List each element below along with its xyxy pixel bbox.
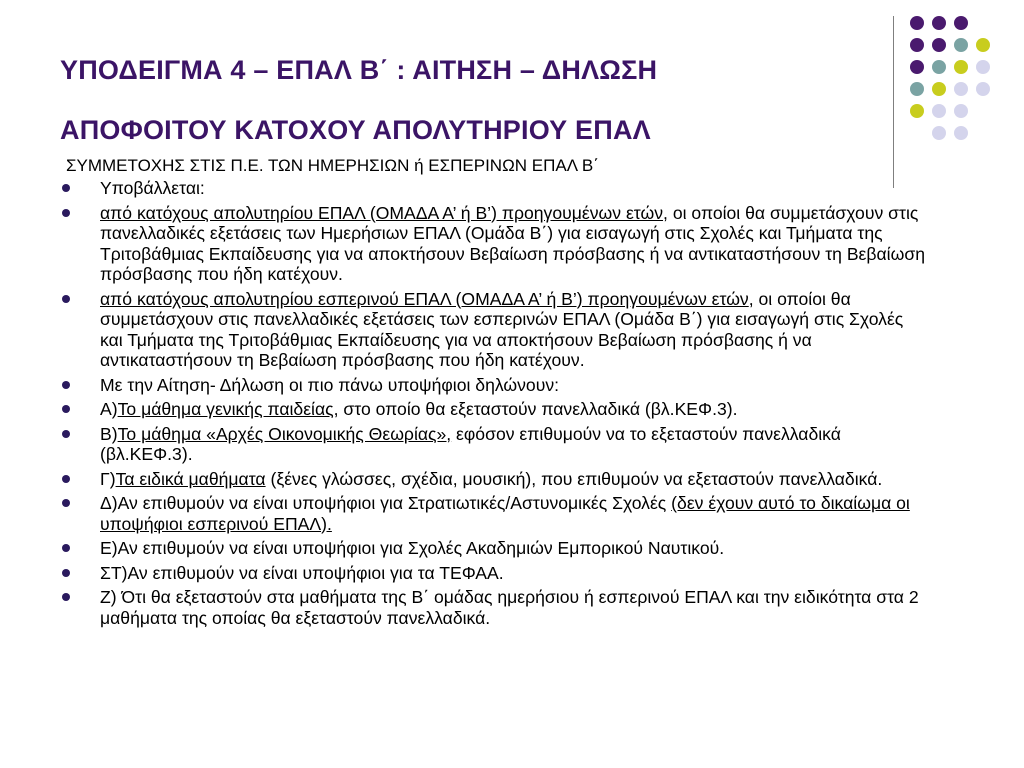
item-prefix: Α) (100, 399, 118, 419)
decorative-dot (910, 104, 924, 118)
decorative-dot (910, 38, 924, 52)
bullet-icon (62, 544, 70, 552)
bullet-icon (62, 475, 70, 483)
item-rest: (ξένες γλώσσες, σχέδια, μουσική), που επιθυμούν να εξεταστούν πανελλαδικά. (265, 468, 883, 489)
item-prefix: Β) (100, 423, 118, 444)
decorative-dot (954, 126, 968, 140)
bullet-icon (62, 430, 70, 438)
decorative-dot (910, 16, 924, 30)
bullet-icon (62, 569, 70, 577)
item-rest: εφόσον επιθυμούν να το εξεταστούν πανελλαδικά (βλ.ΚΕΦ.3). (100, 423, 841, 464)
item-rest: , οι οποίοι θα συμμετάσχουν στις πανελλαδικές εξετάσεις των Ημερήσιων ΕΠΑΛ (Ομάδα Β΄) για εισαγωγή στις Σχολές και Τμήματα της Τριτοβάθμιας Εκπαίδευσης για να αποκτήσουν Βεβαίωση πρόσβασης ή να αντικαταστήσουν τη Βεβαίωση πρόσβασης που ήδη κατέχουν. (100, 202, 925, 284)
decorative-dot (932, 16, 946, 30)
bullet-item-c (60, 469, 930, 490)
bullet-item-e (60, 538, 930, 559)
item-text: Ε)Αν επιθυμούν να είναι υποψήφιοι για Σχολές Ακαδημιών Εμπορικού Ναυτικού. (100, 538, 725, 558)
item-underlined: (δεν έχουν αυτό το δικαίωμα οι υποψήφιοι εσπερινού ΕΠΑΛ). (100, 493, 910, 534)
decorative-dot (954, 104, 968, 118)
bullet-item-a (60, 399, 930, 420)
bullet-item-day-holders (60, 203, 930, 285)
divider-line (893, 16, 894, 188)
decorative-dot (976, 60, 990, 74)
bullet-item-evening-holders (60, 289, 930, 371)
bullet-item-submitted (60, 178, 930, 199)
decorative-dot (932, 60, 946, 74)
item-rest: , στο οποίο θα εξεταστούν πανελλαδικά (βλ.ΚΕΦ.3). (333, 399, 738, 419)
decorative-dot (910, 60, 924, 74)
bullet-item-b (60, 424, 930, 465)
bullet-icon (62, 184, 70, 192)
decorative-dot (954, 60, 968, 74)
item-underlined: από κατόχους απολυτηρίου ΕΠΑΛ (ΟΜΑΔΑ Α’ ή Β’) προηγουμένων ετών (100, 202, 664, 223)
bullet-icon (62, 381, 70, 389)
bullet-icon (62, 499, 70, 507)
bullet-list (60, 178, 930, 632)
item-rest: , οι οποίοι θα συμμετάσχουν στις πανελλαδικές εξετάσεις των εσπερινών ΕΠΑΛ (Ομάδα Β΄) για εισαγωγή στις Σχολές και Τμήματα της Τριτοβάθμιας Εκπαίδευσης για να αποκτήσουν Βεβαίωση πρόσβασης ή να αντικαταστήσουν τη Βεβαίωση πρόσβασης που ήδη κατέχουν. (100, 288, 904, 370)
decorative-dot (932, 104, 946, 118)
decorative-dot (910, 82, 924, 96)
item-text: ΣΤ)Αν επιθυμούν να είναι υποψήφιοι για τα ΤΕΦΑΑ. (100, 562, 504, 583)
item-underlined: από κατόχους απολυτηρίου εσπερινού ΕΠΑΛ (ΟΜΑΔΑ Α’ ή Β’) προηγουμένων ετών (100, 288, 749, 309)
bullet-item-declare (60, 375, 930, 396)
item-prefix: Δ)Αν επιθυμούν να είναι υποψήφιοι για Στρατιωτικές/Αστυνομικές Σχολές (100, 493, 672, 513)
bullet-icon (62, 405, 70, 413)
slide-title-line-1: ΥΠΟΔΕΙΓΜΑ 4 – ΕΠΑΛ Β΄ : ΑΙΤΗΣΗ – ΔΗΛΩΣΗ (60, 55, 658, 85)
bullet-item-d (60, 493, 930, 534)
decorative-dot (976, 82, 990, 96)
bullet-icon (62, 593, 70, 601)
bullet-item-st (60, 563, 930, 584)
bullet-icon (62, 209, 70, 217)
bullet-item-z (60, 587, 930, 628)
slide-subtitle: ΣΥΜΜΕΤΟΧΗΣ ΣΤΙΣ Π.Ε. ΤΩΝ ΗΜΕΡΗΣΙΩΝ ή ΕΣΠΕΡΙΝΩΝ ΕΠΑΛ Β΄ (66, 156, 599, 175)
item-underlined: Το μάθημα γενικής παιδείας (117, 399, 334, 419)
decorative-dot (932, 82, 946, 96)
decorative-dot (954, 16, 968, 30)
decorative-dot (932, 38, 946, 52)
decorative-dot (954, 82, 968, 96)
slide-title-line-2: ΑΠΟΦΟΙΤΟΥ ΚΑΤΟΧΟΥ ΑΠΟΛΥΤΗΡΙΟΥ ΕΠΑΛ (60, 115, 651, 145)
item-text: Υποβάλλεται: (100, 178, 205, 198)
decorative-dot (976, 38, 990, 52)
item-underlined: Τα ειδικά μαθήματα (115, 468, 266, 489)
item-prefix: Γ) (100, 468, 116, 489)
item-text: Με την Αίτηση- Δήλωση οι πιο πάνω υποψήφιοι δηλώνουν: (100, 374, 560, 395)
bullet-icon (62, 295, 70, 303)
item-underlined: Το μάθημα «Αρχές Οικονομικής Θεωρίας», (117, 423, 452, 444)
decorative-dot (932, 126, 946, 140)
item-text: Ζ) Ότι θα εξεταστούν στα μαθήματα της Β΄ ομάδας ημερήσιου ή εσπερινού ΕΠΑΛ και την ειδικότητα στα 2 μαθήματα της οποίας θα εξεταστούν πανελλαδικά. (100, 587, 919, 628)
decorative-dot (954, 38, 968, 52)
